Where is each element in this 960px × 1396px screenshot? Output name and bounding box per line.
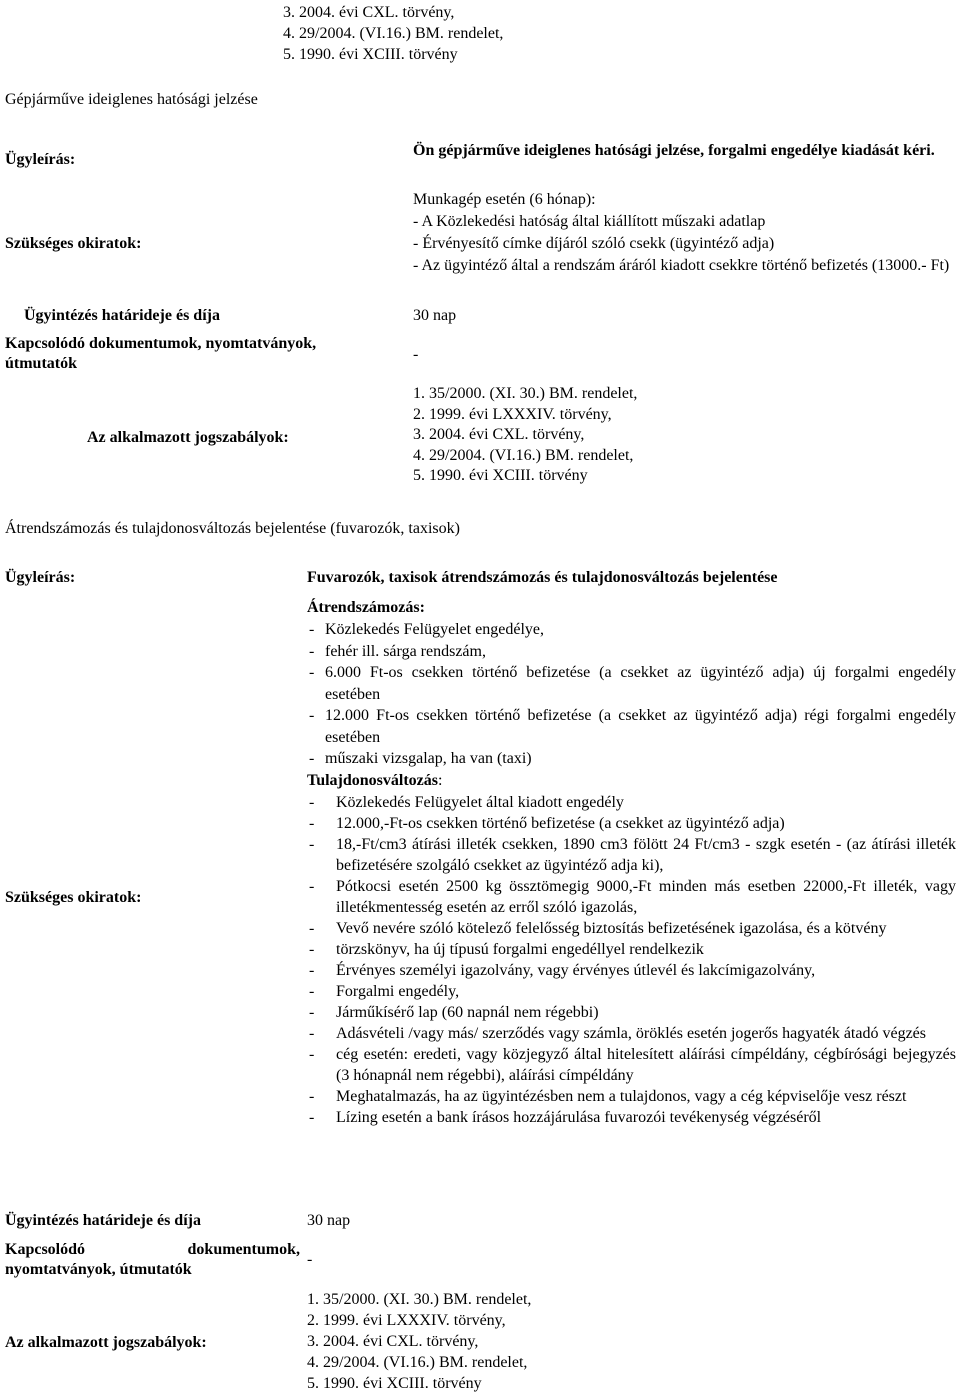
law-item: 4. 29/2004. (VI.16.) BM. rendelet, (283, 25, 504, 42)
section2-label-kapcsolodo (5, 1240, 300, 1280)
section2-jogszabalyok (307, 1289, 531, 1394)
okirat-line: - A Közlekedési hatóság által kiállított műszaki adatlap (413, 213, 766, 230)
top-laws-list (283, 2, 503, 65)
tulajdonos-heading-colon: : (438, 771, 443, 789)
list-item: - 6.000 Ft-os csekken történő befizetése (a csekket az ügyintéző adja) új forgalmi engedély esetében (307, 662, 956, 705)
okirat-line: - Az ügyintéző által a rendszám áráról kiadott csekkre történő befizetés (13000.- Ft) (413, 257, 950, 274)
section2-hatarido: 30 nap (307, 1212, 351, 1229)
atrendszamozas-list (307, 619, 956, 770)
section2-label-jogszabalyok: Az alkalmazott jogszabályok: (5, 1334, 207, 1351)
section2-title: Átrendszámozás és tulajdonosváltozás bejelentése (fuvarozók, taxisok) (5, 520, 460, 537)
section2-ugyleiras: Fuvarozók, taxisok átrendszámozás és tulajdonosváltozás bejelentése (307, 569, 778, 586)
list-item: - Lízing esetén a bank írásos hozzájárulása fuvarozói tevékenység végzéséről (307, 1107, 956, 1128)
section1-jogszabalyok (413, 384, 637, 487)
list-item: - törzskönyv, ha új típusú forgalmi engedéllyel rendelkezik (307, 939, 956, 960)
law-item: 2. 1999. évi LXXXIV. törvény, (413, 405, 612, 423)
law-item: 1. 35/2000. (XI. 30.) BM. rendelet, (307, 1291, 532, 1308)
section2-okiratok (307, 597, 956, 1128)
list-item: - Vevő nevére szóló kötelező felelősség biztosítás befizetésének igazolása, és a kötvény (307, 918, 956, 939)
section1-kapcsolodo: - (413, 346, 419, 363)
section1-label-kapcsolodo: Kapcsolódó dokumentumok, nyomtatványok, útmutatók (5, 335, 317, 372)
tulajdonos-heading-text: Tulajdonosváltozás (307, 771, 438, 789)
atrendszamozas-heading: Átrendszámozás: (307, 599, 425, 616)
list-item: - műszaki vizsgalap, ha van (taxi) (307, 748, 956, 770)
kapcsolodo-word: Kapcsolódó (5, 1241, 86, 1258)
law-item: 1. 35/2000. (XI. 30.) BM. rendelet, (413, 385, 638, 402)
law-item: 5. 1990. évi XCIII. törvény (283, 46, 458, 63)
section1-label-hatarido: Ügyintézés határideje és díja (24, 307, 220, 324)
section1-label-ugyleiras: Ügyleírás: (5, 151, 76, 168)
tulajdonos-heading (307, 770, 956, 792)
list-item: - Járműkísérő lap (60 napnál nem régebbi) (307, 1002, 956, 1023)
kapcsolodo-line (5, 1240, 300, 1260)
list-item: - 18,-Ft/cm3 átírási illeték csekken, 1890 cm3 fölött 24 Ft/cm3 - szgk esetén - (az átírási illeték befizetésére szolgáló csekket az ügyintéző adja ki), (307, 834, 956, 876)
section2-label-ugyleiras: Ügyleírás: (5, 569, 76, 586)
tulajdonos-list (307, 792, 956, 1128)
kapcsolodo-line: nyomtatványok, útmutatók (5, 1261, 192, 1278)
list-item: - 12.000,-Ft-os csekken történő befizetése (a csekket az ügyintéző adja) (307, 813, 956, 834)
list-item: - Közlekedés Felügyelet által kiadott engedély (307, 792, 956, 813)
list-item: - Meghatalmazás, ha az ügyintézésben nem a tulajdonos, vagy a cég képviselője vesz részt (307, 1086, 956, 1107)
section2-kapcsolodo: - (307, 1251, 313, 1268)
law-item: 2. 1999. évi LXXXIV. törvény, (307, 1312, 506, 1329)
list-item: - cég esetén: eredeti, vagy közjegyző által hitelesített aláírási címpéldány, cégbírósági bejegyzés (3 hónapnál nem régebbi), aláírási címpéldány (307, 1044, 956, 1086)
law-item: 5. 1990. évi XCIII. törvény (413, 467, 588, 484)
section1-okiratok (413, 189, 955, 277)
law-item: 4. 29/2004. (VI.16.) BM. rendelet, (307, 1354, 528, 1371)
section1-label-okiratok: Szükséges okiratok: (5, 235, 142, 252)
list-item: - fehér ill. sárga rendszám, (307, 641, 956, 663)
list-item: - Érvényes személyi igazolvány, vagy érvényes útlevél és lakcímigazolvány, (307, 960, 956, 981)
list-item: - Közlekedés Felügyelet engedélye, (307, 619, 956, 641)
section1-ugyleiras: Ön gépjárműve ideiglenes hatósági jelzése, forgalmi engedélye kiadását kéri. (413, 142, 935, 159)
section1-label-jogszabalyok: Az alkalmazott jogszabályok: (87, 429, 289, 446)
law-item: 4. 29/2004. (VI.16.) BM. rendelet, (413, 446, 634, 464)
section2-label-hatarido: Ügyintézés határideje és díja (5, 1212, 201, 1229)
okirat-line: - Érvényesítő címke díjáról szóló csekk (ügyintéző adja) (413, 235, 775, 252)
law-item: 5. 1990. évi XCIII. törvény (307, 1375, 482, 1392)
law-item: 3. 2004. évi CXL. törvény, (413, 426, 585, 443)
kapcsolodo-word: dokumentumok, (187, 1241, 300, 1258)
list-item: - Adásvételi /vagy más/ szerződés vagy számla, öröklés esetén jogerős hagyaték átadó végzés (307, 1023, 956, 1044)
list-item: - 12.000 Ft-os csekken történő befizetése (a csekket az ügyintéző adja) régi forgalmi engedély esetében (307, 705, 956, 748)
section1-hatarido: 30 nap (413, 307, 457, 324)
section1-title: Gépjárműve ideiglenes hatósági jelzése (5, 91, 258, 108)
okirat-line: Munkagép esetén (6 hónap): (413, 191, 596, 208)
law-item: 3. 2004. évi CXL. törvény, (283, 4, 455, 21)
list-item: - Forgalmi engedély, (307, 981, 956, 1002)
section2-label-okiratok: Szükséges okiratok: (5, 889, 142, 906)
law-item: 3. 2004. évi CXL. törvény, (307, 1333, 479, 1350)
list-item: - Pótkocsi esetén 2500 kg össztömegig 9000,-Ft minden más esetben 22000,-Ft illeték, vagy illetékmentesség esetén az erről szóló igazolás, (307, 876, 956, 918)
